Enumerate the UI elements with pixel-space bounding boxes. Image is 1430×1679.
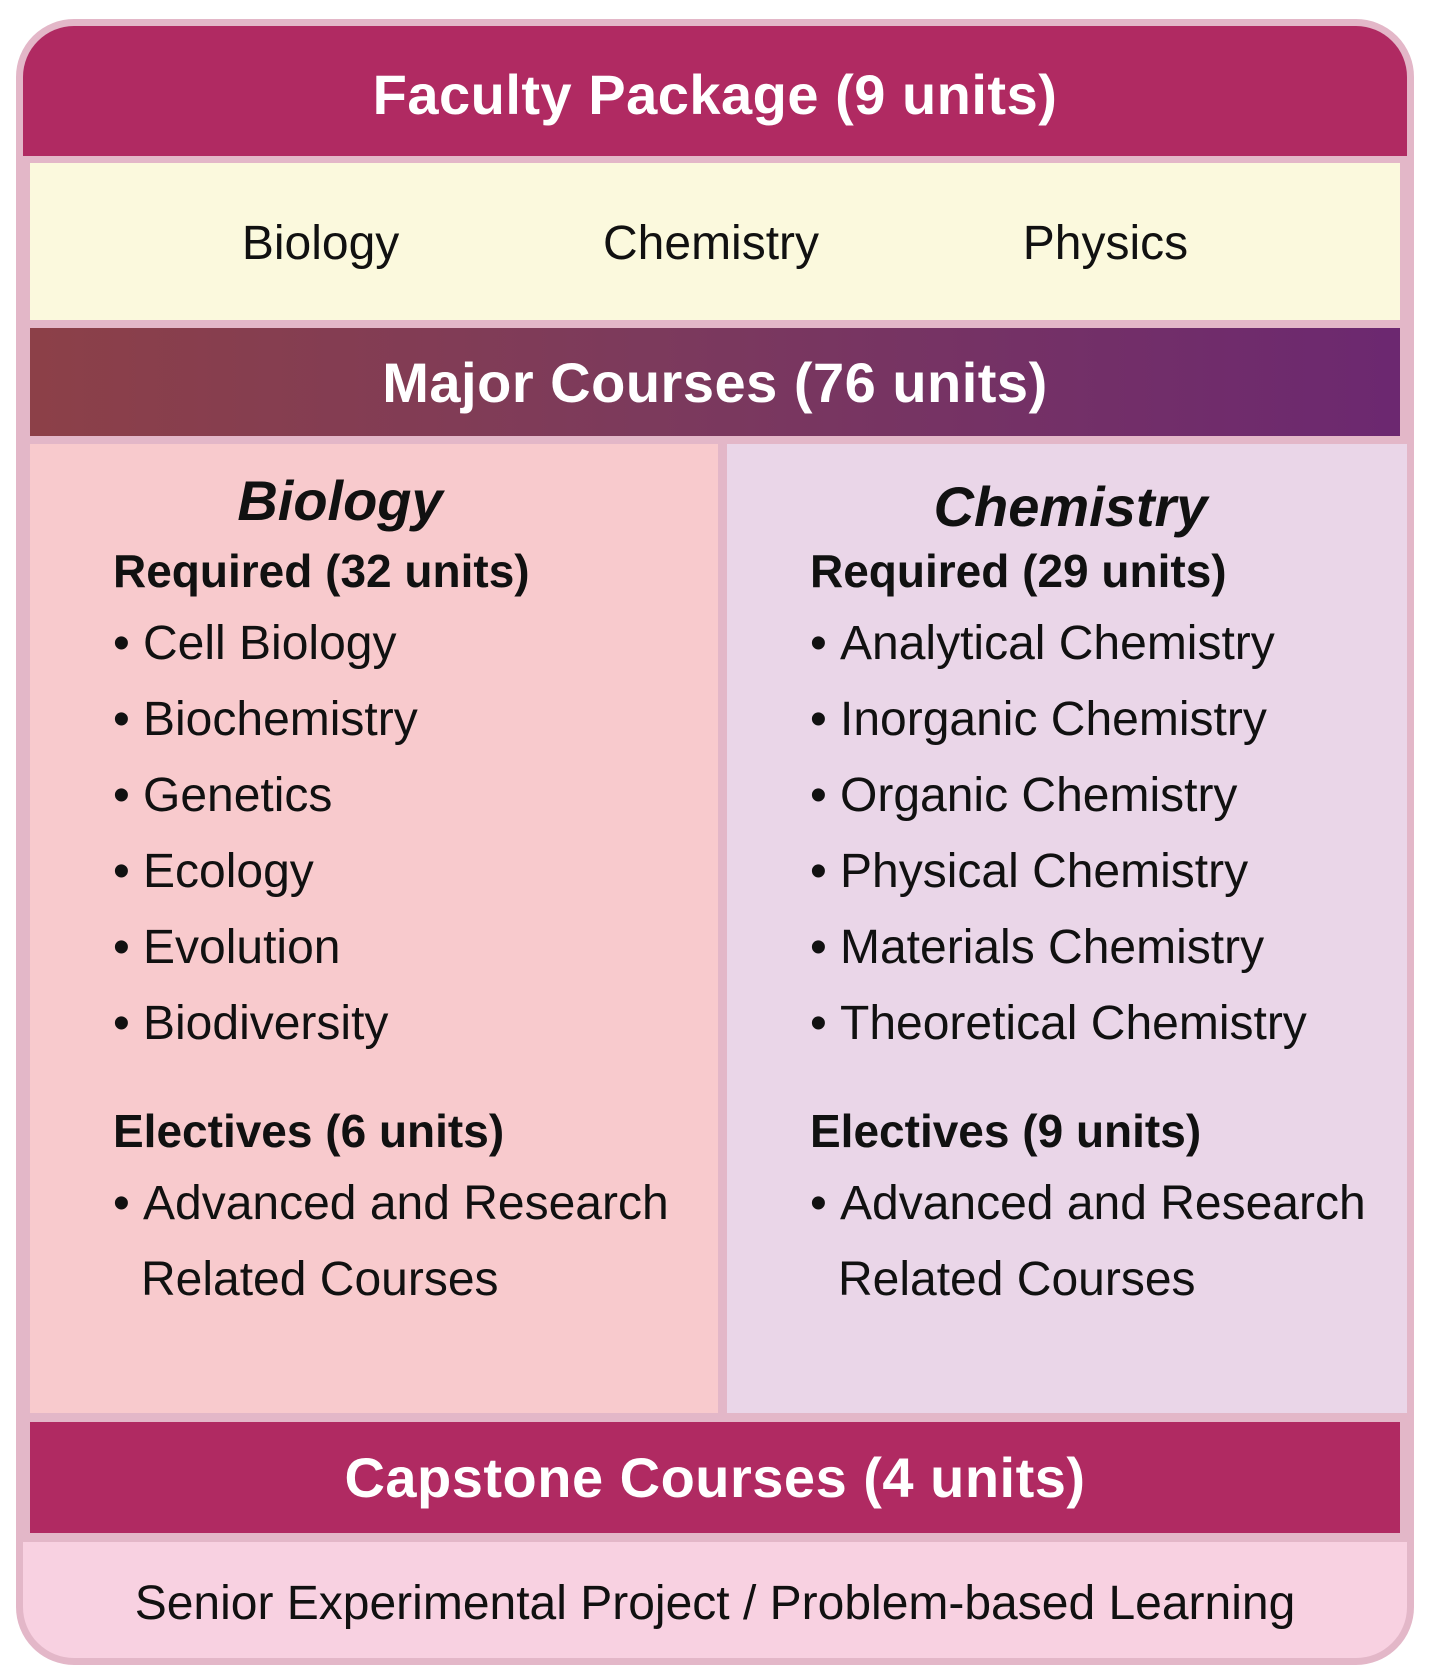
major-courses-title: Major Courses (76 units) — [382, 350, 1048, 414]
biology-electives-item: • Advanced and Research Related Courses — [113, 1177, 669, 1306]
list-item: • Physical Chemistry — [810, 845, 1249, 898]
chemistry-panel-title: Chemistry — [933, 475, 1208, 538]
faculty-item-physics: Physics — [1022, 217, 1189, 270]
list-item: • Materials Chemistry — [810, 921, 1265, 974]
faculty-package-header — [16, 19, 1414, 156]
list-item: • Biodiversity — [113, 997, 389, 1050]
capstone-courses-title: Capstone Courses (4 units) — [344, 1446, 1086, 1509]
biology-electives-heading: Electives (6 units) — [113, 1105, 505, 1157]
curriculum-frame — [16, 19, 1414, 1665]
list-item: • Theoretical Chemistry — [810, 997, 1307, 1050]
capstone-courses-header — [30, 1422, 1400, 1533]
chemistry-electives-heading: Electives (9 units) — [810, 1105, 1202, 1157]
list-item: • Inorganic Chemistry — [810, 693, 1267, 746]
biology-panel — [30, 444, 718, 1413]
capstone-courses-body — [16, 1542, 1414, 1665]
list-item: • Organic Chemistry — [810, 769, 1238, 822]
list-item: • Ecology — [113, 845, 314, 898]
list-item: • Genetics — [113, 769, 333, 822]
list-item: • Biochemistry — [113, 693, 418, 746]
biology-panel-title: Biology — [237, 469, 443, 532]
list-item: • Evolution — [113, 921, 341, 974]
capstone-description: Senior Experimental Project / Problem-based Learning — [134, 1576, 1296, 1630]
chemistry-panel — [727, 444, 1414, 1413]
biology-required-heading: Required (32 units) — [113, 545, 530, 597]
list-item: • Cell Biology — [113, 617, 397, 670]
major-courses-header — [30, 328, 1400, 436]
faculty-package-body — [30, 163, 1400, 320]
chemistry-electives-item: • Advanced and Research Related Courses — [810, 1177, 1366, 1306]
faculty-item-chemistry: Chemistry — [603, 217, 820, 270]
biology-required-list — [113, 614, 418, 1070]
list-item: • Analytical Chemistry — [810, 617, 1275, 670]
faculty-package-title: Faculty Package (9 units) — [372, 63, 1058, 126]
faculty-item-biology: Biology — [241, 217, 400, 270]
chemistry-required-list — [810, 614, 1307, 1070]
chemistry-required-heading: Required (29 units) — [810, 545, 1227, 597]
